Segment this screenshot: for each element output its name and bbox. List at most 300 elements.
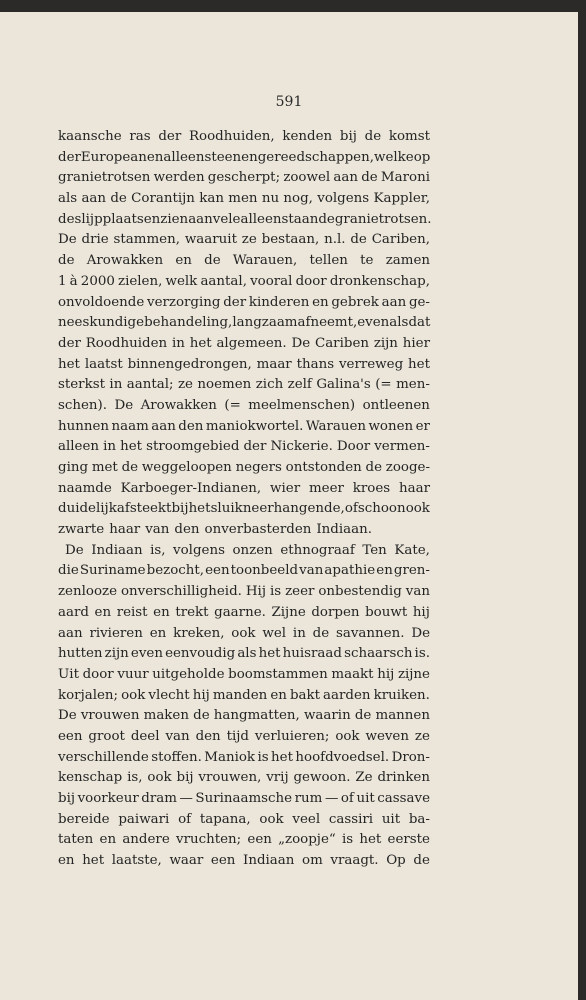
- word: wier: [270, 480, 301, 496]
- word: zamen: [385, 253, 430, 269]
- word: kroes: [352, 480, 391, 496]
- word: ging: [58, 460, 89, 475]
- word: het: [189, 335, 212, 351]
- word: den: [178, 418, 204, 434]
- word: drie: [81, 232, 109, 248]
- text-line: [58, 624, 430, 645]
- word: Maroni: [380, 170, 430, 186]
- word: Indiaan: [243, 853, 295, 869]
- word: hij: [377, 666, 395, 682]
- word: bereide: [58, 811, 110, 827]
- word: granietrotsen: [58, 170, 151, 186]
- word: zien: [160, 211, 189, 227]
- word: steenen: [204, 149, 258, 165]
- word: wonen: [368, 418, 414, 434]
- word: Zijne: [271, 604, 306, 620]
- word: aan: [81, 191, 107, 207]
- word: dronkenschap,: [329, 273, 430, 289]
- word: en: [312, 294, 329, 310]
- word: kaansche: [58, 129, 122, 144]
- word: langzaam: [232, 315, 298, 331]
- word: afsteekt: [116, 501, 172, 517]
- word: in: [171, 335, 185, 351]
- text-line: [58, 479, 430, 500]
- text-line: [58, 644, 430, 665]
- word: dat: [408, 315, 431, 331]
- word: ras: [129, 129, 151, 144]
- word: schen).: [58, 397, 108, 413]
- word: Kappler,: [373, 191, 430, 207]
- word: waarin: [303, 708, 351, 724]
- word: en: [94, 604, 112, 620]
- word: de: [121, 460, 139, 475]
- word: weven: [365, 728, 409, 744]
- word: ba-: [408, 811, 430, 827]
- word: kreken,: [173, 625, 225, 641]
- word: een: [205, 563, 230, 579]
- word: (=: [224, 397, 241, 413]
- text-line: [58, 603, 430, 624]
- word: door: [295, 273, 327, 289]
- text-line: [58, 210, 430, 231]
- word: door: [82, 666, 114, 682]
- word: uit: [356, 791, 375, 806]
- word: schaarsch: [344, 646, 413, 662]
- word: Indiaan.: [316, 522, 372, 538]
- word: kruiken.: [373, 687, 430, 703]
- word: volgens: [173, 542, 225, 558]
- body-text: [58, 127, 430, 872]
- word: verreweg: [338, 356, 404, 372]
- word: eerste: [387, 832, 430, 848]
- word: men: [228, 191, 258, 207]
- word: uitgeholde: [152, 666, 225, 682]
- word: het: [82, 853, 105, 869]
- word: „zoopje“: [278, 832, 336, 848]
- word: onzen: [232, 542, 273, 558]
- word: verluieren;: [254, 728, 330, 744]
- word: als: [237, 646, 257, 662]
- word: Warauen: [305, 418, 367, 434]
- word: 2000: [80, 273, 115, 289]
- word: of: [340, 791, 354, 806]
- word: hij: [192, 687, 210, 703]
- word: men-: [396, 377, 430, 393]
- word: slijpplaatsen: [74, 211, 161, 227]
- word: tellen: [309, 253, 348, 269]
- word: Kate,: [394, 542, 430, 558]
- text-line: [58, 499, 430, 520]
- word: vrouwen,: [198, 770, 262, 786]
- word: zich: [255, 377, 284, 393]
- word: het: [58, 356, 80, 372]
- word: is.: [414, 646, 430, 662]
- word: der: [243, 439, 267, 455]
- text-line: [58, 293, 430, 314]
- word: weggeloopen: [141, 460, 232, 475]
- word: en: [376, 563, 393, 579]
- word: Ten: [362, 542, 387, 558]
- word: andere: [122, 832, 170, 848]
- word: een: [210, 853, 236, 869]
- word: bestaan,: [261, 232, 320, 248]
- word: De: [411, 625, 430, 641]
- word: onverschilligheid.: [120, 584, 242, 600]
- word: kinderen: [248, 294, 310, 310]
- word: de: [364, 129, 382, 144]
- page-number: 591: [275, 94, 303, 110]
- word: binnengedrongen,: [127, 356, 252, 372]
- word: den: [174, 522, 200, 538]
- word: de: [110, 191, 127, 207]
- word: het: [408, 356, 430, 372]
- text-line: [58, 582, 430, 603]
- word: sluik: [210, 501, 243, 517]
- word: van: [145, 522, 170, 538]
- word: kan: [199, 191, 224, 207]
- word: is: [257, 749, 269, 765]
- word: en: [270, 687, 287, 703]
- text-line: [58, 727, 430, 748]
- word: aan: [188, 211, 213, 227]
- word: alleen: [163, 149, 205, 165]
- word: hunnen: [58, 418, 110, 434]
- text-line: [58, 251, 430, 272]
- word: werden: [153, 170, 205, 186]
- word: vrouwen: [80, 708, 140, 724]
- text-line: [58, 541, 430, 562]
- word: de: [193, 708, 210, 724]
- word: aan: [381, 294, 407, 310]
- word: De: [65, 542, 84, 558]
- word: dram: [141, 791, 177, 806]
- word: een: [247, 832, 272, 848]
- word: nu: [261, 191, 280, 207]
- word: bakt: [289, 687, 320, 703]
- text-line: [58, 127, 430, 148]
- word: De: [58, 232, 77, 248]
- word: die: [58, 563, 79, 579]
- word: is: [341, 832, 354, 848]
- text-line: [58, 437, 430, 458]
- word: aan: [333, 170, 358, 186]
- word: maakt: [331, 666, 374, 682]
- word: afneemt,: [297, 315, 358, 331]
- word: ofschoon: [344, 501, 406, 517]
- word: de: [413, 853, 430, 869]
- word: der: [158, 129, 182, 144]
- word: even: [130, 646, 163, 662]
- word: Warauen,: [232, 253, 298, 269]
- word: van: [165, 728, 190, 744]
- word: Cariben,: [371, 232, 430, 248]
- word: bij: [58, 791, 76, 806]
- word: evenals: [357, 315, 409, 331]
- word: gebrek: [331, 294, 379, 310]
- word: in: [103, 439, 117, 455]
- word: waar: [169, 853, 204, 869]
- word: om: [302, 853, 323, 869]
- word: in: [292, 625, 306, 641]
- text-line: [58, 355, 430, 376]
- word: vraagt.: [330, 853, 379, 869]
- word: laatst: [84, 356, 123, 372]
- word: zijn: [373, 335, 398, 351]
- word: voorkeur: [77, 791, 139, 806]
- word: Ze: [355, 770, 373, 786]
- text-line: [58, 148, 430, 169]
- text-line: [58, 851, 430, 872]
- word: deel: [130, 728, 160, 744]
- word: aantal;: [126, 377, 174, 393]
- word: zijn: [104, 646, 129, 662]
- word: —: [324, 791, 339, 806]
- word: vooral: [250, 273, 293, 289]
- word: Surinaamsche: [195, 791, 293, 806]
- word: naam: [111, 418, 149, 434]
- word: de: [361, 170, 378, 186]
- word: Arowakken: [140, 397, 217, 413]
- word: gaarne.: [214, 604, 266, 620]
- word: zelf: [287, 377, 312, 393]
- text-line: [58, 789, 430, 810]
- word: aan: [151, 418, 176, 434]
- word: Galina's: [316, 377, 371, 393]
- word: paiwari: [118, 811, 170, 827]
- word: en: [149, 625, 167, 641]
- word: vuur: [117, 666, 149, 682]
- word: wel: [262, 625, 287, 641]
- word: thans: [296, 356, 335, 372]
- word: welk: [165, 273, 198, 289]
- text-line: [58, 313, 430, 334]
- word: ontstonden: [285, 460, 362, 475]
- word: Door: [336, 439, 371, 455]
- word: op: [413, 149, 431, 165]
- word: toonbeeld: [230, 563, 299, 579]
- word: den: [195, 728, 221, 744]
- word: meelmenschen): [248, 397, 356, 413]
- word: de: [365, 460, 383, 475]
- word: Hij: [245, 584, 266, 600]
- text-line: [58, 768, 430, 789]
- word: behandeling,: [144, 315, 233, 331]
- word: reist: [116, 604, 148, 620]
- word: aantal,: [200, 273, 247, 289]
- word: laatste,: [111, 853, 162, 869]
- word: vrij: [266, 770, 289, 786]
- text-line: [58, 665, 430, 686]
- text-line: [58, 830, 430, 851]
- word: Dron-: [391, 749, 430, 765]
- word: in: [109, 377, 123, 393]
- word: zenlooze: [58, 584, 117, 600]
- word: van: [299, 563, 324, 579]
- word: De: [291, 335, 311, 351]
- word: kenschap: [58, 770, 123, 786]
- word: met: [91, 460, 118, 475]
- text-line: [58, 396, 430, 417]
- word: savannen.: [336, 625, 405, 641]
- word: maniokwortel.: [205, 418, 304, 434]
- word: mannen: [375, 708, 430, 724]
- word: en: [175, 253, 192, 269]
- text-line: [58, 686, 430, 707]
- word: kenden: [282, 129, 333, 144]
- word: bij: [171, 501, 189, 517]
- word: De: [58, 708, 77, 724]
- word: ook: [147, 770, 172, 786]
- word: sterkst: [58, 377, 105, 393]
- word: onverbasterden: [204, 522, 312, 538]
- word: is,: [150, 542, 166, 558]
- word: ze: [414, 728, 430, 744]
- word: waaruit: [184, 232, 237, 248]
- word: 1: [58, 273, 67, 289]
- word: neerhangende,: [242, 501, 345, 517]
- word: tijd: [226, 728, 249, 744]
- word: Roodhuiden: [85, 335, 168, 351]
- word: vlecht: [148, 687, 190, 703]
- word: vele: [212, 211, 241, 227]
- word: ook: [335, 728, 360, 744]
- word: cassave: [377, 791, 430, 806]
- word: nog,: [283, 191, 313, 207]
- word: Nickerie.: [270, 439, 333, 455]
- word: de: [312, 625, 330, 641]
- word: zijne: [397, 666, 430, 682]
- word: het: [359, 832, 382, 848]
- word: der: [58, 149, 81, 165]
- word: verzorging: [147, 294, 221, 310]
- word: drinken: [377, 770, 430, 786]
- word: ontleenen: [362, 397, 430, 413]
- word: en: [99, 832, 117, 848]
- word: het: [271, 749, 293, 765]
- word: groot: [88, 728, 125, 744]
- word: stroomgebied: [146, 439, 240, 455]
- word: vruchten;: [176, 832, 242, 848]
- word: dorpen: [311, 604, 360, 620]
- word: zooge-: [385, 460, 430, 475]
- text-line: [58, 417, 430, 438]
- word: Maniok: [204, 749, 256, 765]
- word: aan: [58, 625, 83, 641]
- word: onbestendig: [318, 584, 402, 600]
- word: het: [120, 439, 143, 455]
- word: alleenstaande: [240, 211, 335, 227]
- word: veel: [292, 811, 321, 827]
- text-line: [58, 561, 430, 582]
- word: als: [58, 191, 78, 207]
- word: (=: [375, 377, 392, 393]
- word: à: [69, 273, 78, 289]
- word: hier: [402, 335, 430, 351]
- word: ze: [177, 377, 193, 393]
- word: tapana,: [199, 811, 251, 827]
- word: zoowel: [283, 170, 331, 186]
- word: n.l.: [324, 232, 346, 248]
- word: alleen: [58, 439, 100, 455]
- word: ook: [121, 687, 146, 703]
- word: Cariben: [314, 335, 369, 351]
- word: verschillende: [58, 749, 149, 765]
- word: Uit: [58, 666, 79, 682]
- word: het: [188, 501, 211, 517]
- word: stammen,: [113, 232, 180, 248]
- word: welke: [373, 149, 414, 165]
- word: een: [58, 728, 83, 744]
- word: algemeen.: [216, 335, 287, 351]
- word: ge-: [408, 294, 430, 310]
- text-line: [58, 230, 430, 251]
- word: meer: [308, 480, 344, 496]
- word: ze: [241, 232, 257, 248]
- word: aarden: [323, 687, 371, 703]
- word: Indiaan: [91, 542, 143, 558]
- word: korjalen;: [58, 687, 119, 703]
- word: gren-: [393, 563, 430, 579]
- word: of: [178, 811, 192, 827]
- word: rum: [294, 791, 323, 806]
- text-line: [58, 520, 430, 541]
- word: stoffen.: [151, 749, 202, 765]
- word: haar: [109, 522, 141, 538]
- text-line: [58, 334, 430, 355]
- word: hij: [412, 604, 430, 620]
- word: gewoon.: [293, 770, 351, 786]
- word: Arowakken: [86, 253, 164, 269]
- word: bij: [339, 129, 357, 144]
- book-page: [0, 12, 578, 1000]
- word: en: [58, 853, 75, 869]
- word: duidelijk: [58, 501, 117, 517]
- word: de: [354, 708, 372, 724]
- word: bij: [176, 770, 194, 786]
- word: boomstammen: [228, 666, 328, 682]
- word: Karboeger-Indianen,: [120, 480, 262, 496]
- text-line: [58, 189, 430, 210]
- word: —: [179, 791, 193, 806]
- word: ook: [231, 625, 256, 641]
- word: noemen: [197, 377, 252, 393]
- word: hutten: [58, 646, 103, 662]
- word: bezocht,: [146, 563, 205, 579]
- word: ook: [259, 811, 284, 827]
- word: is,: [127, 770, 143, 786]
- word: er: [415, 418, 430, 434]
- word: te: [360, 253, 374, 269]
- word: Europeanen: [80, 149, 164, 165]
- word: zeer: [285, 584, 315, 600]
- word: manden: [212, 687, 268, 703]
- word: hoofdvoedsel.: [295, 749, 390, 765]
- word: Corantijn: [131, 191, 195, 207]
- word: zielen,: [118, 273, 163, 289]
- text-line: [58, 375, 430, 396]
- text-line: [58, 810, 430, 831]
- word: volgens: [317, 191, 370, 207]
- word: naamde: [58, 480, 112, 496]
- word: apathie: [324, 563, 376, 579]
- word: De: [114, 397, 134, 413]
- word: de: [58, 253, 75, 269]
- word: maken: [143, 708, 189, 724]
- text-line: [58, 458, 430, 479]
- word: komst: [388, 129, 430, 144]
- word: is: [269, 584, 282, 600]
- word: eenvoudig: [165, 646, 236, 662]
